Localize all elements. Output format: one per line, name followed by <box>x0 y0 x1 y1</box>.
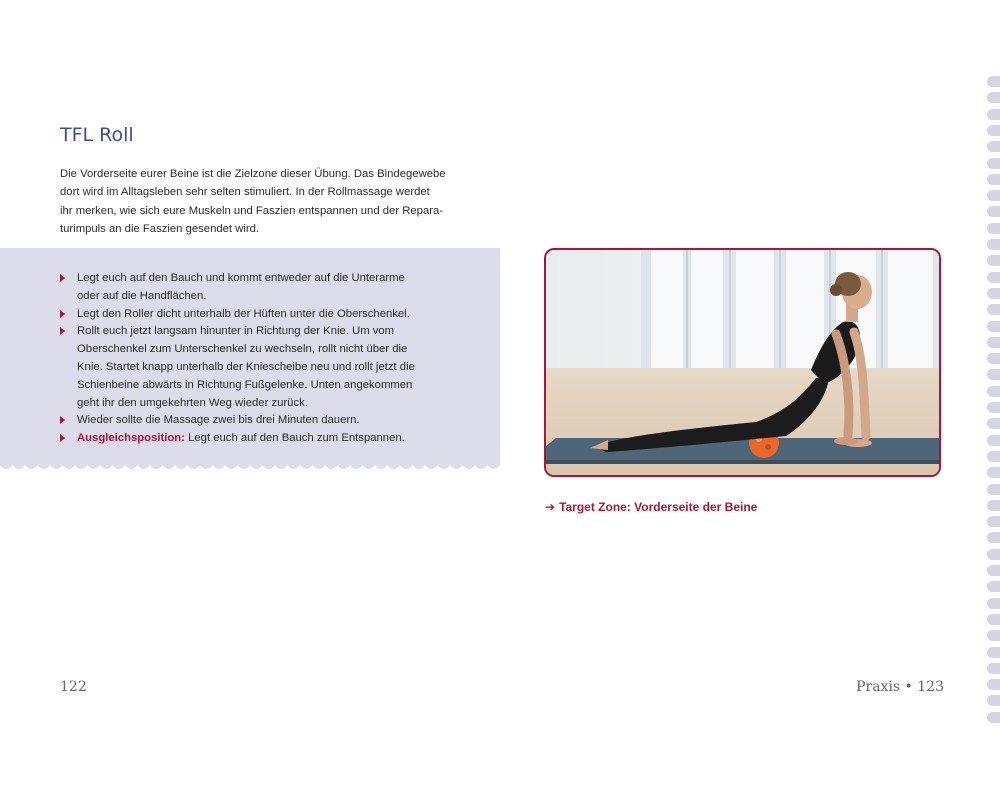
binding-hole <box>987 76 1000 87</box>
binding-hole <box>987 272 1000 283</box>
intro-line: dort wird im Alltagsleben sehr selten stimuliert. In der Rollmassage werdet <box>60 186 430 199</box>
exercise-photo <box>544 248 941 477</box>
binding-hole <box>987 695 1000 706</box>
binding-hole <box>987 712 1000 723</box>
list-item-line: Knie. Startet knapp unterhalb der Kniescheibe neu und rollt jetzt die <box>77 360 415 373</box>
list-item-line: Legt den Roller dicht unterhalb der Hüften unter die Oberschenkel. <box>77 307 410 320</box>
page-number-left: 122 <box>60 679 87 695</box>
target-zone-caption <box>545 500 757 514</box>
binding-hole <box>987 451 1000 462</box>
list-item <box>60 412 480 430</box>
binding-hole <box>987 125 1000 136</box>
list-item-line: Rollt euch jetzt langsam hinunter in Richtung der Knie. Um vom <box>77 325 395 338</box>
balance-position-label: Ausgleichsposition: <box>77 432 185 445</box>
binding-hole <box>987 614 1000 625</box>
binding-hole <box>987 92 1000 103</box>
binding-hole <box>987 255 1000 266</box>
triangle-bullet-icon <box>60 274 65 282</box>
binding-hole <box>987 500 1000 511</box>
list-item <box>60 270 480 306</box>
binding-hole <box>987 565 1000 576</box>
binding-hole <box>987 337 1000 348</box>
binding-hole <box>987 679 1000 690</box>
binding-hole <box>987 598 1000 609</box>
binding-hole <box>987 386 1000 397</box>
balance-position-text: Legt euch auf den Bauch zum Entspannen. <box>184 432 405 445</box>
list-item-line: oder auf die Handflächen. <box>77 289 207 302</box>
binding-hole <box>987 516 1000 527</box>
list-item-line: Legt euch auf den Bauch und kommt entweder auf die Unterarme <box>77 272 405 284</box>
exercise-illustration <box>546 250 939 475</box>
binding-hole <box>987 369 1000 380</box>
page-title: TFL Roll <box>60 124 134 146</box>
binding-hole <box>987 109 1000 120</box>
spiral-binding <box>987 76 1000 726</box>
binding-hole <box>987 288 1000 299</box>
binding-hole <box>987 647 1000 658</box>
list-item-line: Schienbeine abwärts in Richtung Fußgelenke. Unten angekommen <box>77 378 413 391</box>
binding-hole <box>987 581 1000 592</box>
binding-hole <box>987 239 1000 250</box>
binding-hole <box>987 353 1000 364</box>
intro-line: Die Vorderseite eurer Beine ist die Zielzone dieser Übung. Das Bindegewebe <box>60 168 446 180</box>
binding-hole <box>987 435 1000 446</box>
binding-hole <box>987 418 1000 429</box>
list-item-line: Oberschenkel zum Unterschenkel zu wechseln, rollt nicht über die <box>77 343 408 356</box>
list-item-line: Wieder sollte die Massage zwei bis drei Minuten dauern. <box>77 414 360 427</box>
binding-hole <box>987 174 1000 185</box>
arrow-right-icon: ➔ <box>545 500 556 514</box>
list-item-line: geht ihr den umgekehrten Weg wieder zurück. <box>77 396 308 409</box>
intro-line: ihr merken, wie sich eure Muskeln und Faszien entspannen und der Repara- <box>60 204 444 217</box>
panel-scalloped-edge <box>0 463 500 475</box>
page-number-right: Praxis • 123 <box>856 679 944 695</box>
triangle-bullet-icon <box>60 327 65 335</box>
triangle-bullet-icon <box>60 310 65 318</box>
binding-hole <box>987 206 1000 217</box>
binding-hole <box>987 158 1000 169</box>
list-item <box>60 306 480 324</box>
binding-hole <box>987 467 1000 478</box>
binding-hole <box>987 402 1000 413</box>
binding-hole <box>987 549 1000 560</box>
binding-hole <box>987 630 1000 641</box>
caption-text: Target Zone: Vorderseite der Beine <box>559 500 758 514</box>
intro-paragraph <box>60 165 460 239</box>
binding-hole <box>987 190 1000 201</box>
intro-line: turimpuls an die Faszien gesendet wird. <box>60 223 260 236</box>
list-item-line <box>77 430 480 448</box>
triangle-bullet-icon <box>60 434 65 442</box>
list-item <box>60 323 480 412</box>
binding-hole <box>987 321 1000 332</box>
list-item <box>60 430 480 448</box>
binding-hole <box>987 223 1000 234</box>
binding-hole <box>987 663 1000 674</box>
binding-hole <box>987 141 1000 152</box>
binding-hole <box>987 532 1000 543</box>
binding-hole <box>987 484 1000 495</box>
binding-hole <box>987 304 1000 315</box>
instruction-list <box>60 270 480 448</box>
triangle-bullet-icon <box>60 416 65 424</box>
